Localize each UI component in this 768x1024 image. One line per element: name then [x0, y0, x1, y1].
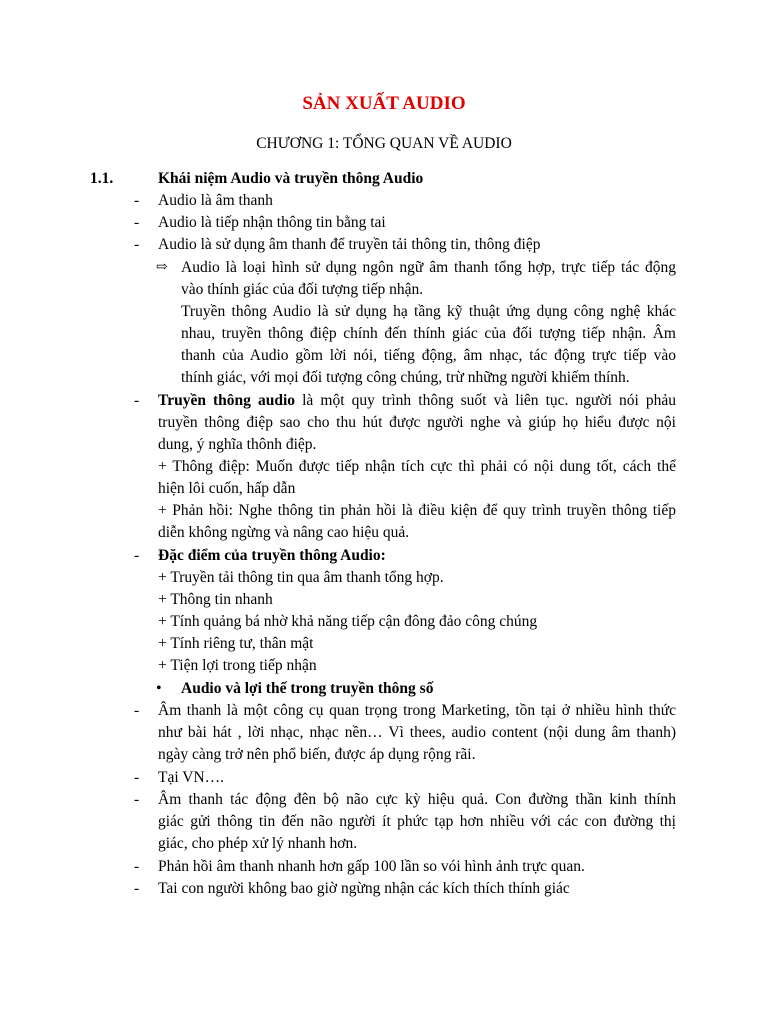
bullet-dash: - — [134, 547, 140, 564]
bullet-dash: - — [134, 702, 140, 719]
list-item: Audio là tiếp nhận thông tin bằng tai — [158, 214, 386, 231]
chapter-heading: CHƯƠNG 1: TỔNG QUAN VỀ AUDIO — [256, 135, 512, 152]
bullet-dash: - — [134, 214, 140, 231]
list-item: + Thông tin nhanh — [158, 591, 273, 608]
paragraph-line: dung, ý nghĩa thônh điệp. — [158, 436, 317, 453]
paragraph-line: thanh của Audio gồm lời nói, tiếng động, âm nhạc, tác động trực tiếp vào — [181, 347, 676, 364]
paragraph-text: là một quy trình thông suốt và liên tục. người nói phảu — [295, 392, 676, 409]
paragraph-line: diễn không ngừng và nâng cao hiệu quả. — [158, 524, 410, 541]
list-item: Tai con người không bao giờ ngừng nhận các kích thích thính giác — [158, 880, 570, 897]
paragraph-line: vào thính giác của đối tượng tiếp nhận. — [181, 281, 424, 298]
bullet-dash: - — [134, 192, 140, 209]
paragraph-line: ngày càng trở nên phổ biến, được áp dụng rộng rãi. — [158, 746, 476, 763]
paragraph-line — [158, 390, 676, 412]
bullet-dash: - — [134, 769, 140, 786]
bold-term: Truyền thông audio — [158, 392, 296, 409]
list-item: Phản hồi âm thanh nhanh hơn gấp 100 lần so vói hình ảnh trực quan. — [158, 858, 585, 875]
bullet-dash: - — [134, 858, 140, 875]
paragraph-line: giác, cho phép xử lý nhanh hơn. — [158, 835, 358, 852]
paragraph-line: như bài hát , lời nhạc, nhạc nền… Vì thees, audio content (nội dung âm thanh) — [158, 724, 676, 741]
bullet-dash: - — [134, 236, 140, 253]
bullet-dash: - — [134, 392, 140, 409]
page-title: SẢN XUẤT AUDIO — [302, 93, 466, 114]
paragraph-line: + Thông điệp: Muốn được tiếp nhận tích cực thì phải có nội dung tốt, cách thể — [158, 458, 676, 475]
paragraph-line: Âm thanh tác động đên bộ não cực kỳ hiệu quả. Con đường thần kinh thính — [158, 791, 676, 808]
subheading: Audio và lợi thế trong truyền thông số — [181, 680, 434, 697]
list-item: + Truyền tải thông tin qua âm thanh tổng hợp. — [158, 569, 444, 586]
list-item: Audio là âm thanh — [158, 192, 273, 209]
subheading: Đặc điểm của truyền thông Audio: — [158, 547, 386, 564]
paragraph-line: Âm thanh là một công cụ quan trọng trong Marketing, tồn tại ở nhiều hình thức — [158, 702, 676, 719]
list-item: + Tính riêng tư, thân mật — [158, 635, 314, 652]
paragraph-line: thính giác, với mọi đối tượng công chúng, trừ những người khiếm thính. — [181, 369, 630, 386]
paragraph-line: + Phản hồi: Nghe thông tin phản hồi là điều kiện để quy trình truyền thông tiếp — [158, 502, 676, 519]
paragraph-line: truyền thông điệp sao cho thu hút được người nghe và giúp họ hiểu được nội — [158, 414, 676, 431]
list-item: + Tiện lợi trong tiếp nhận — [158, 657, 317, 674]
paragraph-line: Audio là loại hình sử dụng ngôn ngữ âm thanh tổng hợp, trực tiếp tác động — [181, 259, 676, 276]
list-item: Audio là sử dụng âm thanh để truyền tải thông tin, thông điệp — [158, 236, 541, 253]
bullet-dash: - — [134, 880, 140, 897]
paragraph-line: nhau, truyền thông điệp chính đến thính giác của đối tượng tiếp nhận. Âm — [181, 325, 676, 342]
paragraph-line: giác gửi thông tin đến não người ít phức tạp hơn nhiều với các con đường thị — [158, 813, 676, 830]
list-item: + Tính quảng bá nhờ khả năng tiếp cận đông đảo công chúng — [158, 613, 538, 630]
list-item: Tại VN…. — [158, 769, 225, 786]
section-number: 1.1. — [90, 170, 114, 187]
arrow-icon: ⇨ — [156, 260, 168, 275]
dot-bullet-icon: • — [156, 680, 162, 697]
section-heading: Khái niệm Audio và truyền thông Audio — [158, 170, 424, 187]
paragraph-line: Truyền thông Audio là sử dụng hạ tầng kỹ thuật ứng dụng công nghệ khác — [181, 303, 676, 320]
paragraph-line: hiện lôi cuốn, hấp dẫn — [158, 480, 296, 497]
bullet-dash: - — [134, 791, 140, 808]
